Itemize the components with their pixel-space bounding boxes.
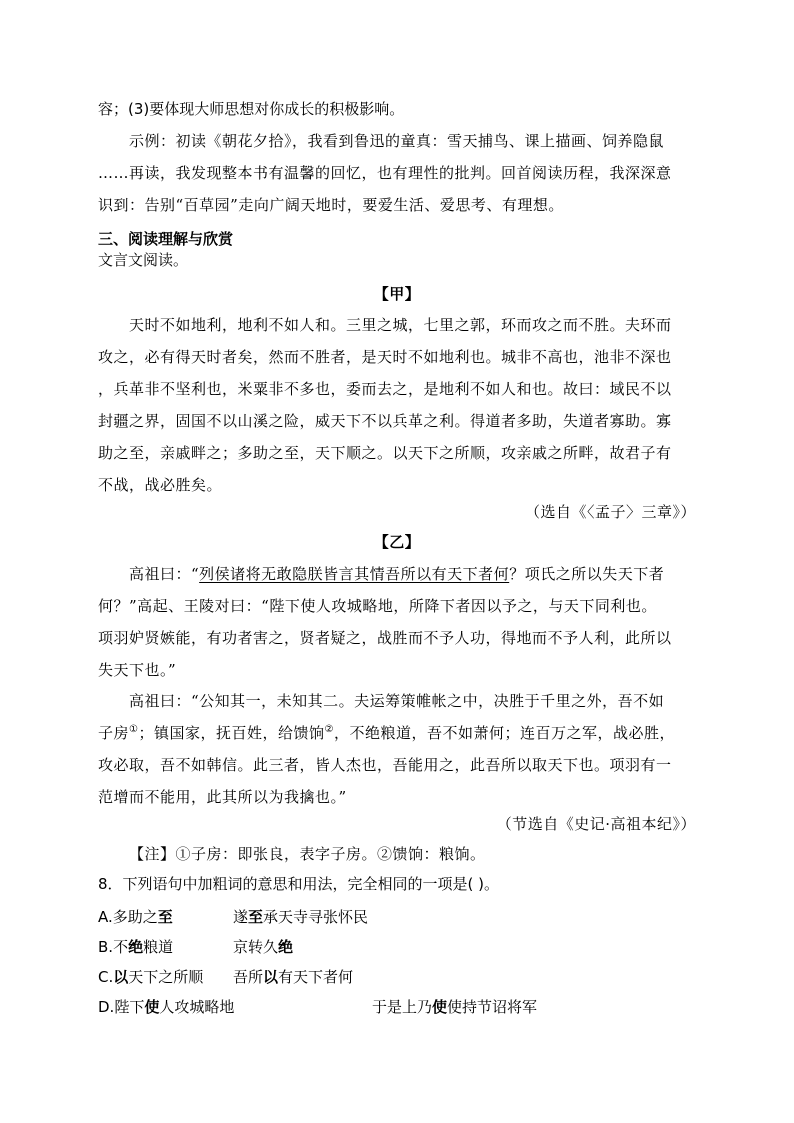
yi-p1-line: 何？”高起、王陵对曰：“陛下使人攻城略地，所降下者因以予之，与天下同利也。	[98, 597, 657, 615]
yi-p1-underlined-sentence: 列侯诸将无敢隐朕皆言其情吾所以有天下者何	[199, 565, 510, 583]
option-text: 不	[113, 938, 129, 956]
option-c-compare	[233, 966, 353, 987]
option-text: 遂	[233, 908, 249, 926]
option-label: B.	[98, 938, 114, 956]
option-text: 有天下者何	[278, 968, 354, 986]
yi-p2-line-2	[98, 722, 675, 743]
option-label: A.	[98, 908, 113, 926]
jia-title: 【甲】	[373, 285, 421, 303]
bold-word: 绝	[278, 938, 294, 956]
yi-p1-line: 项羽妒贤嫉能，有功者害之，贤者疑之，战胜而不予人功，得地而不予人利，此所以	[98, 629, 672, 647]
yi-p1-suffix: ？项氏之所以失天下者	[509, 565, 665, 583]
yi-p1-line-1	[129, 563, 664, 584]
example-line-1: 示例：初读《朝花夕拾》，我看到鲁迅的童真：雪天捕鸟、课上描画、饲养隐鼠	[129, 132, 665, 150]
option-text: 于是上乃	[372, 998, 433, 1016]
yi-p2-text-b: ；镇国家，抚百姓，给馈饷	[138, 724, 325, 742]
yi-p2-line-4: 范增而不能用，此其所以为我擒也。”	[98, 788, 347, 806]
option-text: 京转久	[233, 938, 279, 956]
yi-p2-text-c: ，不绝粮道，吾不如萧何；连百万之军，战必胜，	[333, 724, 675, 742]
option-a-compare	[233, 906, 368, 927]
jia-line: ，兵革非不坚利也，米粟非不多也，委而去之，是地利不如人和也。故曰：域民不以	[98, 380, 672, 398]
question-stem: 8．下列语句中加粗词的意思和用法，完全相同的一项是( )。	[98, 875, 500, 893]
footnote-marker-2: ②	[324, 724, 334, 735]
yi-p1-line: 失天下也。”	[98, 661, 177, 679]
jia-line: 封疆之界，固国不以山溪之险，威天下不以兵革之利。得道者多助，失道者寡助。寡	[98, 412, 672, 430]
option-b	[98, 936, 173, 957]
intro-line-1: 容；(3)要体现大师思想对你成长的积极影响。	[98, 100, 405, 118]
yi-p2-line-1: 高祖曰：“公知其一，未知其二。夫运筹策帷帐之中，决胜于千里之外，吾不如	[129, 692, 665, 710]
option-text: 多助之	[112, 908, 158, 926]
section-subheading: 文言文阅读。	[98, 251, 189, 269]
option-d-compare	[372, 996, 537, 1017]
bold-word: 至	[248, 908, 264, 926]
yi-p2-line-3: 攻必取，吾不如韩信。此三者，皆人杰也，吾能用之，此吾所以取天下也。项羽有一	[98, 756, 672, 774]
option-text: 陛下	[114, 998, 145, 1016]
jia-line: 攻之，必有得天时者矣，然而不胜者，是天时不如地利也。城非不高也，池非不深也	[98, 348, 672, 366]
jia-line: 天时不如地利，地利不如人和。三里之城，七里之郭，环而攻之而不胜。夫环而	[129, 316, 672, 334]
option-text: 使持节诏将军	[447, 998, 538, 1016]
option-c	[98, 966, 203, 987]
yi-title: 【乙】	[373, 533, 421, 551]
bold-word: 使	[144, 998, 160, 1016]
jia-line: 不战，战必胜矣。	[98, 476, 223, 494]
bold-word: 绝	[128, 938, 144, 956]
option-text: 人攻城略地	[159, 998, 235, 1016]
jia-source: （选自《〈孟子〉三章》）	[524, 503, 696, 521]
option-text: 吾所	[233, 968, 264, 986]
yi-p2-text-a: 子房	[98, 724, 130, 742]
bold-word: 使	[432, 998, 448, 1016]
footnote-marker-1: ①	[129, 724, 139, 735]
option-label: D.	[98, 998, 115, 1016]
option-b-compare	[233, 936, 293, 957]
option-a	[98, 906, 173, 927]
bold-word: 以	[263, 968, 279, 986]
section-heading: 三、阅读理解与欣赏	[98, 230, 234, 248]
option-text: 粮道	[143, 938, 174, 956]
yi-p1-prefix: 高祖曰：“	[129, 565, 200, 583]
option-text: 天下之所顺	[128, 968, 204, 986]
example-line-3: 识到：告别“百草园”走向广阔天地时，要爱生活、爱思考、有理想。	[98, 196, 564, 214]
bold-word: 以	[113, 968, 129, 986]
option-label: C.	[98, 968, 114, 986]
option-text: 承天寺寻张怀民	[263, 908, 369, 926]
option-d	[98, 996, 234, 1017]
bold-word: 至	[157, 908, 173, 926]
yi-source: （节选自《史记·高祖本纪》）	[496, 815, 696, 833]
jia-line: 助之至，亲戚畔之；多助之至，天下顺之。以天下之所顺，攻亲戚之所畔，故君子有	[98, 444, 672, 462]
example-line-2: ……再读，我发现整本书有温馨的回忆，也有理性的批判。回首阅读历程，我深深意	[98, 164, 672, 182]
footnote: 【注】①子房：即张良，表字子房。②馈饷：粮饷。	[129, 845, 486, 863]
